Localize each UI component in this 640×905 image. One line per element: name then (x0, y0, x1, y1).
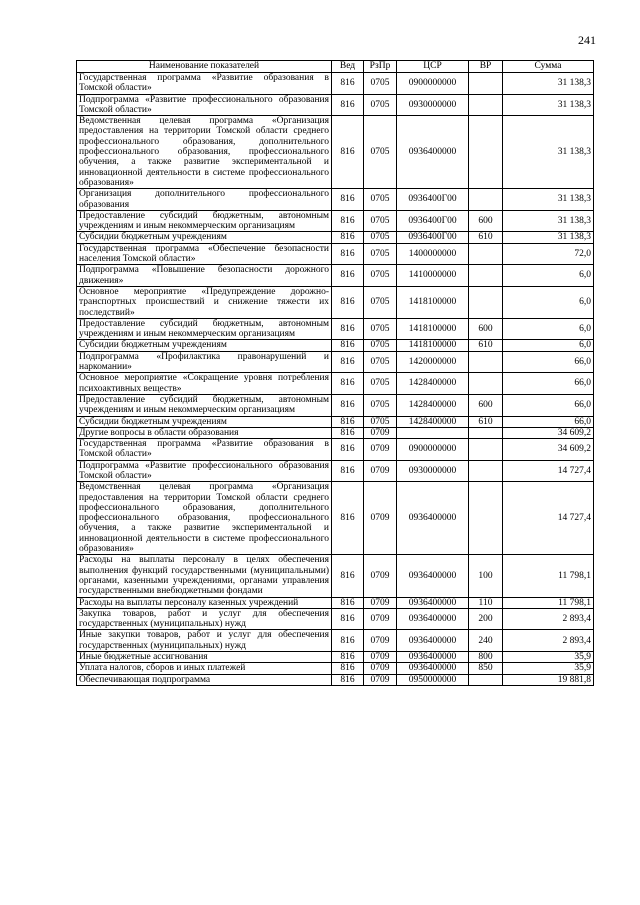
row-vr-cell (469, 439, 503, 461)
row-sum-cell: 35,9 (503, 652, 594, 663)
row-vr-cell: 610 (469, 416, 503, 427)
row-ved-cell: 816 (332, 94, 364, 116)
row-name-cell: Уплата налогов, сборов и иных платежей (77, 663, 332, 674)
row-vr-cell (469, 94, 503, 116)
row-rzpr-cell: 0705 (364, 394, 397, 416)
row-name-cell: Расходы на выплаты персоналу в целях обеспечения выполнения функций государственными (муниципальными) органами, казенными учреждениями, органами управления государственными внебюджетными фондами (77, 555, 332, 597)
row-sum-cell: 31 138,3 (503, 116, 594, 189)
row-csr-cell: 0930000000 (397, 460, 469, 482)
row-vr-cell: 110 (469, 597, 503, 608)
row-sum-cell: 6,0 (503, 286, 594, 318)
row-sum-cell: 66,0 (503, 416, 594, 427)
row-sum-cell: 31 138,3 (503, 232, 594, 243)
row-rzpr-cell: 0709 (364, 555, 397, 597)
row-vr-cell (469, 286, 503, 318)
table-header-row (77, 61, 594, 73)
row-csr-cell: 0900000000 (397, 439, 469, 461)
row-rzpr-cell: 0705 (364, 318, 397, 340)
row-name-cell: Подпрограмма «Повышение безопасности дорожного движения» (77, 265, 332, 287)
row-vr-cell: 600 (469, 318, 503, 340)
row-ved-cell: 816 (332, 189, 364, 211)
row-csr-cell: 0936400Г00 (397, 210, 469, 232)
row-ved-cell: 816 (332, 674, 364, 685)
row-vr-cell: 100 (469, 555, 503, 597)
row-csr-cell: 0930000000 (397, 94, 469, 116)
row-rzpr-cell: 0709 (364, 427, 397, 438)
row-sum-cell: 34 609,2 (503, 427, 594, 438)
table-row (77, 482, 594, 555)
row-name-cell: Организация дополнительного профессионального образования (77, 189, 332, 211)
table-row (77, 318, 594, 340)
row-sum-cell: 6,0 (503, 340, 594, 351)
row-sum-cell: 72,0 (503, 243, 594, 265)
row-sum-cell: 31 138,3 (503, 210, 594, 232)
row-csr-cell: 0936400Г00 (397, 189, 469, 211)
row-rzpr-cell: 0705 (364, 340, 397, 351)
row-csr-cell (397, 427, 469, 438)
row-ved-cell: 816 (332, 394, 364, 416)
row-rzpr-cell: 0709 (364, 597, 397, 608)
row-ved-cell: 816 (332, 286, 364, 318)
row-vr-cell (469, 116, 503, 189)
row-rzpr-cell: 0709 (364, 674, 397, 685)
row-vr-cell (469, 351, 503, 373)
row-csr-cell: 1418100000 (397, 318, 469, 340)
row-name-cell: Субсидии бюджетным учреждениям (77, 340, 332, 351)
row-ved-cell: 816 (332, 265, 364, 287)
row-rzpr-cell: 0709 (364, 439, 397, 461)
row-ved-cell: 816 (332, 232, 364, 243)
budget-table (76, 60, 594, 686)
row-ved-cell: 816 (332, 318, 364, 340)
row-csr-cell: 0950000000 (397, 674, 469, 685)
row-csr-cell: 1418100000 (397, 340, 469, 351)
row-csr-cell: 1420000000 (397, 351, 469, 373)
table-row (77, 597, 594, 608)
row-vr-cell: 800 (469, 652, 503, 663)
table-row (77, 427, 594, 438)
row-sum-cell: 31 138,3 (503, 189, 594, 211)
row-vr-cell (469, 189, 503, 211)
table-row (77, 243, 594, 265)
row-csr-cell: 0936400000 (397, 482, 469, 555)
row-ved-cell: 816 (332, 439, 364, 461)
table-row (77, 674, 594, 685)
row-sum-cell: 14 727,4 (503, 482, 594, 555)
row-name-cell: Основное мероприятие «Предупреждение дорожно-транспортных происшествий и снижение тяжести их последствий» (77, 286, 332, 318)
table-row (77, 439, 594, 461)
table-row (77, 373, 594, 395)
row-rzpr-cell: 0709 (364, 652, 397, 663)
row-sum-cell: 11 798,1 (503, 555, 594, 597)
row-name-cell: Субсидии бюджетным учреждениям (77, 232, 332, 243)
table-row (77, 555, 594, 597)
row-vr-cell (469, 73, 503, 95)
table-row (77, 94, 594, 116)
row-ved-cell: 816 (332, 340, 364, 351)
row-name-cell: Подпрограмма «Развитие профессионального образования Томской области» (77, 94, 332, 116)
row-vr-cell: 850 (469, 663, 503, 674)
row-vr-cell (469, 674, 503, 685)
table-row (77, 630, 594, 652)
table-row (77, 210, 594, 232)
row-sum-cell: 66,0 (503, 394, 594, 416)
row-sum-cell: 66,0 (503, 373, 594, 395)
row-ved-cell: 816 (332, 597, 364, 608)
row-sum-cell: 14 727,4 (503, 460, 594, 482)
row-rzpr-cell: 0705 (364, 286, 397, 318)
row-csr-cell: 0900000000 (397, 73, 469, 95)
row-vr-cell (469, 243, 503, 265)
row-vr-cell: 600 (469, 394, 503, 416)
row-name-cell: Подпрограмма «Профилактика правонарушений и наркомании» (77, 351, 332, 373)
row-csr-cell: 0936400000 (397, 663, 469, 674)
row-csr-cell: 0936400000 (397, 597, 469, 608)
row-csr-cell: 1400000000 (397, 243, 469, 265)
row-rzpr-cell: 0709 (364, 663, 397, 674)
page-number: 241 (578, 33, 596, 47)
row-rzpr-cell: 0705 (364, 116, 397, 189)
table-row (77, 460, 594, 482)
row-csr-cell: 0936400Г00 (397, 232, 469, 243)
table-row (77, 265, 594, 287)
row-rzpr-cell: 0705 (364, 189, 397, 211)
row-csr-cell: 1428400000 (397, 416, 469, 427)
row-sum-cell: 19 881,8 (503, 674, 594, 685)
row-vr-cell (469, 373, 503, 395)
row-csr-cell: 0936400000 (397, 630, 469, 652)
row-vr-cell: 610 (469, 340, 503, 351)
row-ved-cell: 816 (332, 373, 364, 395)
row-name-cell: Обеспечивающая подпрограмма (77, 674, 332, 685)
row-csr-cell: 0936400000 (397, 608, 469, 630)
row-ved-cell: 816 (332, 73, 364, 95)
row-rzpr-cell: 0705 (364, 73, 397, 95)
row-name-cell: Ведомственная целевая программа «Организация предоставления на территории Томской области среднего профессионального образования, дополнительного профессионального образования, профессионального обучения, а также развитие экспериментальной и инновационной деятельности в системе профессионального образования» (77, 116, 332, 189)
row-name-cell: Предоставление субсидий бюджетным, автономным учреждениям и иным некоммерческим организациям (77, 318, 332, 340)
row-rzpr-cell: 0705 (364, 243, 397, 265)
table-row (77, 189, 594, 211)
row-rzpr-cell: 0705 (364, 210, 397, 232)
row-rzpr-cell: 0709 (364, 482, 397, 555)
table-row (77, 351, 594, 373)
row-ved-cell: 816 (332, 663, 364, 674)
row-ved-cell: 816 (332, 416, 364, 427)
row-vr-cell: 600 (469, 210, 503, 232)
row-sum-cell: 35,9 (503, 663, 594, 674)
row-name-cell: Предоставление субсидий бюджетным, автономным учреждениям и иным некоммерческим организациям (77, 394, 332, 416)
row-csr-cell: 1428400000 (397, 394, 469, 416)
table-row (77, 416, 594, 427)
row-sum-cell: 11 798,1 (503, 597, 594, 608)
table-row (77, 608, 594, 630)
row-name-cell: Иные бюджетные ассигнования (77, 652, 332, 663)
row-ved-cell: 816 (332, 482, 364, 555)
row-csr-cell: 1410000000 (397, 265, 469, 287)
row-sum-cell: 31 138,3 (503, 94, 594, 116)
table-row (77, 73, 594, 95)
table-row (77, 340, 594, 351)
header-ved: Вед (332, 61, 364, 73)
table-row (77, 286, 594, 318)
header-csr: ЦСР (397, 61, 469, 73)
row-name-cell: Субсидии бюджетным учреждениям (77, 416, 332, 427)
header-vr: ВР (469, 61, 503, 73)
row-name-cell: Государственная программа «Развитие образования в Томской области» (77, 439, 332, 461)
row-ved-cell: 816 (332, 460, 364, 482)
row-vr-cell (469, 265, 503, 287)
table-row (77, 652, 594, 663)
row-rzpr-cell: 0705 (364, 351, 397, 373)
row-name-cell: Подпрограмма «Развитие профессионального образования Томской области» (77, 460, 332, 482)
row-vr-cell (469, 482, 503, 555)
table-row (77, 232, 594, 243)
row-name-cell: Закупка товаров, работ и услуг для обеспечения государственных (муниципальных) нужд (77, 608, 332, 630)
row-sum-cell: 66,0 (503, 351, 594, 373)
row-name-cell: Иные закупки товаров, работ и услуг для обеспечения государственных (муниципальных) нужд (77, 630, 332, 652)
header-sum: Сумма (503, 61, 594, 73)
row-sum-cell: 31 138,3 (503, 73, 594, 95)
row-csr-cell: 0936400000 (397, 116, 469, 189)
row-csr-cell: 0936400000 (397, 652, 469, 663)
row-name-cell: Государственная программа «Обеспечение безопасности населения Томской области» (77, 243, 332, 265)
header-rzpr: РзПр (364, 61, 397, 73)
row-csr-cell: 1428400000 (397, 373, 469, 395)
row-name-cell: Ведомственная целевая программа «Организация предоставления на территории Томской области среднего профессионального образования, дополнительного профессионального образования, профессионального обучения, а также развитие экспериментальной и инновационной деятельности в системе профессионального образования» (77, 482, 332, 555)
row-rzpr-cell: 0705 (364, 232, 397, 243)
row-ved-cell: 816 (332, 116, 364, 189)
row-ved-cell: 816 (332, 210, 364, 232)
row-rzpr-cell: 0709 (364, 608, 397, 630)
row-ved-cell: 816 (332, 630, 364, 652)
row-ved-cell: 816 (332, 351, 364, 373)
header-name: Наименование показателей (77, 61, 332, 73)
table-row (77, 116, 594, 189)
table-row (77, 663, 594, 674)
table-row (77, 394, 594, 416)
row-name-cell: Основное мероприятие «Сокращение уровня потребления психоактивных веществ» (77, 373, 332, 395)
row-vr-cell: 240 (469, 630, 503, 652)
row-csr-cell: 0936400000 (397, 555, 469, 597)
row-sum-cell: 2 893,4 (503, 608, 594, 630)
row-name-cell: Государственная программа «Развитие образования в Томской области» (77, 73, 332, 95)
row-sum-cell: 6,0 (503, 318, 594, 340)
row-name-cell: Предоставление субсидий бюджетным, автономным учреждениям и иным некоммерческим организациям (77, 210, 332, 232)
row-ved-cell: 816 (332, 243, 364, 265)
row-vr-cell: 610 (469, 232, 503, 243)
row-rzpr-cell: 0705 (364, 265, 397, 287)
row-csr-cell: 1418100000 (397, 286, 469, 318)
row-sum-cell: 2 893,4 (503, 630, 594, 652)
row-vr-cell: 200 (469, 608, 503, 630)
row-rzpr-cell: 0709 (364, 630, 397, 652)
row-name-cell: Расходы на выплаты персоналу казенных учреждений (77, 597, 332, 608)
row-name-cell: Другие вопросы в области образования (77, 427, 332, 438)
row-rzpr-cell: 0709 (364, 460, 397, 482)
row-rzpr-cell: 0705 (364, 416, 397, 427)
row-vr-cell (469, 460, 503, 482)
row-ved-cell: 816 (332, 608, 364, 630)
row-rzpr-cell: 0705 (364, 94, 397, 116)
row-rzpr-cell: 0705 (364, 373, 397, 395)
row-ved-cell: 816 (332, 427, 364, 438)
row-ved-cell: 816 (332, 652, 364, 663)
row-ved-cell: 816 (332, 555, 364, 597)
row-vr-cell (469, 427, 503, 438)
row-sum-cell: 34 609,2 (503, 439, 594, 461)
row-sum-cell: 6,0 (503, 265, 594, 287)
